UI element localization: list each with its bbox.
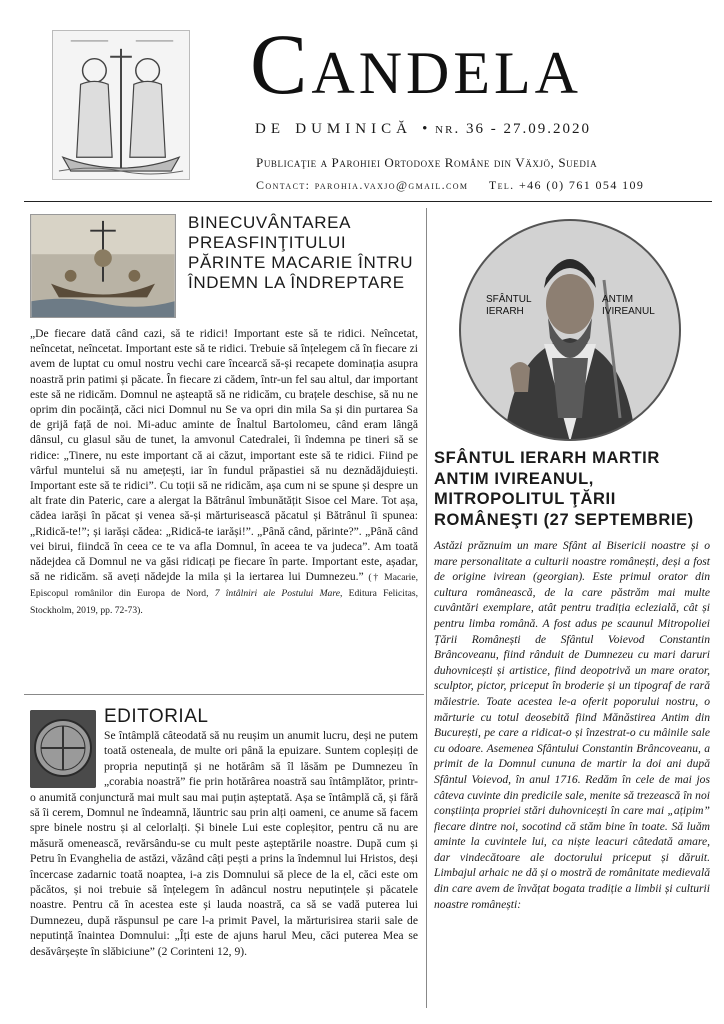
boat-icon-painting [30,214,176,318]
subtitle-text: de duminică [255,114,412,138]
newsletter-subtitle [255,114,715,139]
citation-rest: , Editura Felicitas, Stockholm, 2019, pp. 72-73). [30,588,418,616]
contact-email: Contact: parohia.vaxjo@gmail.com [256,178,469,192]
contact-line [256,178,716,193]
citation-work: 7 întâlniri ale Postului Mare [214,588,340,600]
article-body-antim: Astăzi prăznuim un mare Sfânt al Bisericii noastre și o mare personalitate a culturii noastre românești, deși a fost de origine ivirean (georgian). Este primul orator din cultura românească, de la care păstrăm mai multe cuvântări exemplare, atât pentru tradiția eclezială, cât și pentru limba română. A fost adus pe scaunul Mitropoliei Țării Românești de Sfântul Voievod Constantin Brâncoveanu, fiind rânduit de Dumnezeu cu mari daruri duhovnicești și artistice, fiind deopotrivă un mare orator, sculptor, pictor, priceput în broderie și un tipograf de rară măiestrie. Toate acestea le-a oferit poporului nostru, o mărturie cu totul deosebită fiind Mănăstirea Antim din București, pe care a ridicat-o și înzestrat-o cu mâinile sale cu odoare. Asemenea Sfântului Constantin Brâncoveanu, a primit de la Domnul cununa de martir la doi ani după Sfântul Voievod, în anul 1716. Redăm în cele de mai jos câteva cuvinte din predicile sale, menite să trezească în noi conștiința propriei stări duhovnicești în care mai „ațipim” fiecare dintre noi, socotind că stăm bine în toate. Să luăm aminte la cuvintele lui, ca niște leacuri câtedată amare, dar vindecătoare ale doctorului priceput și dăruit. Limbajul arhaic ne dă și o mostră de românitate medievală din care avem de învățat bogata tradiție a limbii și culturii noastre românești: [434,539,710,911]
citation-author: († Macarie, Episcopul românilor din Europa de Nord, [30,572,418,600]
mosaic-label-left-2: IERARH [486,306,524,317]
mosaic-label-right-2: IVIREANUL [602,306,655,317]
saints-icon-sketch [52,30,190,180]
article-quote: „De fiecare dată când cazi, să te ridici! Important este să te ridici. Neîncetat, neîncetat, neîncetat. Important este să te ridici. Trebuie să înțelegem că în fiecare zi avem de luptat cu omul nostru vechi care încearcă să-și recapete dominația asupra noastră prin patimi și păcate. În fiecare zi cădem, într-un fel sau altul, dar important este să ne ridicăm. Domnul ne așteaptă să ne ridicăm, cu brațele deschise, să nu ne oprim din pocăință, căci nici Domnul nu Se va opri din mila Sa și din purtarea Sa de grijă față de noi. Mi-aduc aminte de Înaltul Bartolomeu, când eram lângă dânsul, cu glasul său de tunet, la amvonul Catedralei, îi îndemna pe tineri să se ridice: „Tinere, nu este important că ai căzut, important este să te ridici. Fiind pe vârful muntelui să nu amețești, iar în fundul prăpastiei să nu deznădăjduiești. Important este să te ridici”. Cu toții să ne ridicăm, așa cum ni se spune și despre un alt frate din Pateric, care a alergat la Bătrânul îmbunătățit Sisoe cel Mare. Tot așa, cădea iarăși în păcat și venea să-și mărturisească păcatul și Bătrânul îi spunea: „Ridică-te!”; și iarăși cădea: „Ridică-te iarăși!”. „Până când, părinte?”. „Până când vei birui, fiindcă în ceea ce te va afla Domnul, în aceea te va judeca”. Am toată nădejdea că Domnul ne va găsi ridicați pe fiecare în parte. Important este, așadar, să ne ridicăm. să aveți nădejde la mila și la iertarea lui Dumnezeu.” [30,327,418,584]
mosaic-label-right-1: ANTIM [602,294,634,305]
issue-info: • nr. 36 - 27.09.2020 [422,121,591,137]
editorial-body [30,728,418,959]
editorial-title: EDITORIAL [104,706,209,727]
section-divider [24,694,424,695]
saint-antim-mosaic [444,218,696,442]
mosaic-label-left-1: SFÂNTUL [486,294,532,305]
mosaic-drawing [444,218,696,442]
column-divider [426,208,427,1008]
masthead-divider [24,201,712,202]
article-body-binecuvantarea [30,326,418,618]
boat-painting-drawing [31,215,175,317]
editorial-image-gap [30,728,104,788]
newsletter-title: Candela [250,16,582,112]
article-title-antim: SFÂNTUL IERARH MARTIR ANTIM IVIREANUL, MITROPOLITUL ŢĂRII ROMÂNEŞTI (27 SEPTEMBRIE) [434,449,694,529]
editorial-text: Se întâmplă câteodată să nu reușim un anumit lucru, deși ne putem toată osteneala, de multe ori până la epuizare. Suntem copleșiți de propria neputință și ne hotărâm să îl lăsăm pe Dumnezeu în „corabia noastră” fie prin hotărârea noastră sau întâmplător, printr-o anumită conjunctură mai mult sau mai puțin așteptată. Așa se întâmplă că, și fără să îi cerem, Domnul ne îndeamnă, lăuntric sau prin alți oameni, ce anume să facem spre binele nostru și al celorlalți. Și binele Lui este copleșitor, pentru că nu are măsură omenească, revărsându-se cu mult peste așteptările noastre. După cum și Petru în Evanghelia de astăzi, văzând câți pești a prins la îndemnul lui Hristos, deși încercase zadarnic toată noaptea, i-a zis Domnului să plece de la el, căci este om păcătos, și noi trebuie să înțelegem în adâncul nostru neputințele și păcatele noastre. Pentru că în acestea este și lauda noastră, ca să se vadă puterea lui Dumnezeu, după răspunsul pe care l-a primit Pavel, la mărturisirea starii sale de neputință înaintea Domnului: „Îți este de ajuns harul Meu, căci puterea Mea se desăvârșește în slăbiciune” (2 Corinteni 12, 9). [30,729,418,958]
article-title-binecuvantarea: BINECUVÂNTAREA PREASFINŢITULUI PĂRINTE MACARIE ÎNTRU ÎNDEMN LA ÎNDREPTARE [188,213,414,292]
saints-icon-drawing [53,31,189,179]
publisher-line: Publicaţie a Parohiei Ortodoxe Române din Växjö, Suedia [256,155,598,170]
contact-phone: Tel. +46 (0) 761 054 109 [488,178,645,192]
